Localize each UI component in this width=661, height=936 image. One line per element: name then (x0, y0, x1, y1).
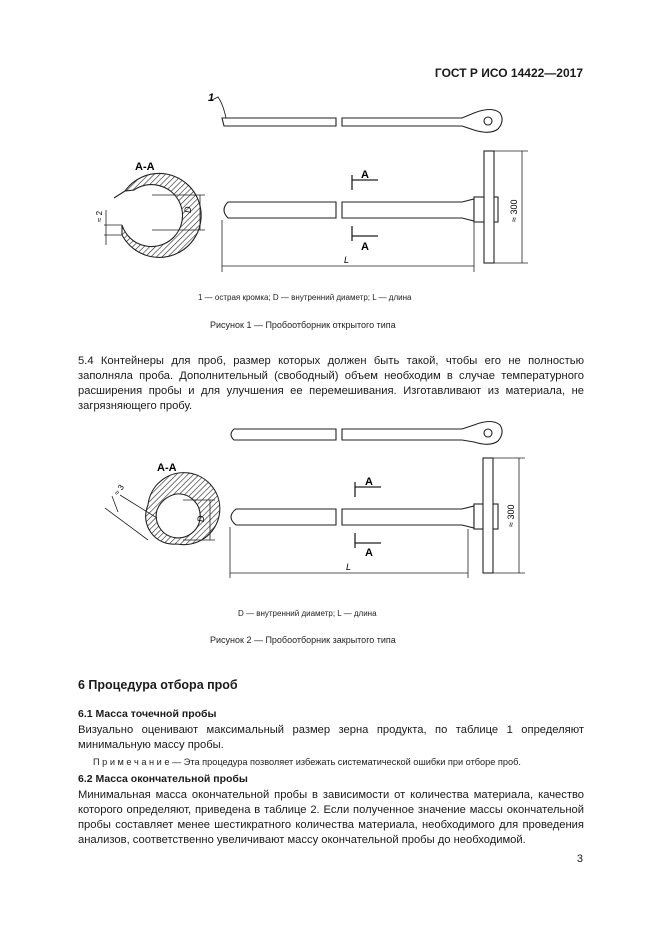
fig2-cut-top: А (365, 476, 373, 488)
section-6-2-title: 6.2 Масса окончательной пробы (78, 773, 248, 785)
section-6-1-title: 6.1 Масса точечной пробы (78, 708, 217, 720)
fig2-dim-300: ≈ 300 (506, 504, 516, 527)
fig2-cut-bottom: А (365, 547, 373, 559)
fig1-cut-top: А (361, 169, 369, 181)
fig1-section-label: А-А (135, 161, 155, 173)
fig2-dim-l: L (346, 562, 352, 572)
fig1-dim-300: ≈ 300 (509, 199, 519, 222)
figure-2-caption: Рисунок 2 — Пробоотборник закрытого типа (210, 635, 396, 645)
figure-2-legend: D — внутренний диаметр; L — длина (238, 609, 377, 618)
fig1-top-view (222, 110, 502, 133)
note-text: — Эта процедура позволяет избежать систематической ошибки при отборе проб. (169, 757, 521, 767)
paragraph-5-4: 5.4 Контейнеры для проб, размер которых должен быть такой, чтобы его не полностью заполняла проба. Дополнительный (свободный) объем необходим в случае температурного расширения пробы и для улучшения ее перемешивания. Изготавливают из материала, не загрязняющего пробу. (78, 355, 584, 412)
fig1-cut-bottom: А (361, 241, 369, 253)
callout-1: 1 (208, 92, 215, 104)
fig2-dim-d: D (196, 515, 206, 522)
note (93, 757, 521, 767)
section-6-title: 6 Процедура отбора проб (78, 678, 238, 692)
fig2-section-label: А-А (157, 462, 177, 474)
section-6-2-text: Минимальная масса окончательной пробы в зависимости от количества материала, качество которого определяют, приведена в таблице 2. Если полученное значение массы окончательной пробы составляет менее шестикратного количества материала, необходимого для проведения анализов, соответственно увеличивают массу окончательной пробы до необходимой. (78, 789, 584, 846)
document-header: ГОСТ Р ИСО 14422—2017 (434, 66, 583, 80)
fig2-top-view (231, 422, 502, 445)
figure-1-caption: Рисунок 1 — Пробоотборник открытого типа (210, 320, 396, 330)
note-label: П р и м е ч а н и е (93, 757, 170, 767)
fig1-dim-d: D (183, 206, 193, 213)
fig1-section-profile (122, 173, 201, 257)
fig1-dim-2: ≈ 2 (95, 210, 104, 222)
figure-2-drawing (0, 415, 661, 600)
fig1-dim-l: L (344, 255, 350, 265)
figure-1-legend: 1 — острая кромка; D — внутренний диаметр; L — длина (198, 293, 412, 302)
fig2-section-profile (146, 473, 220, 545)
figure-1-drawing (0, 80, 661, 300)
fig2-dim-3: ≈ 3 (112, 482, 126, 498)
section-6-1-text: Визуально оценивают максимальный размер зерна продукта, по таблице 1 определяют минимальную массу пробы. (78, 724, 584, 751)
page-number: 3 (576, 853, 583, 865)
